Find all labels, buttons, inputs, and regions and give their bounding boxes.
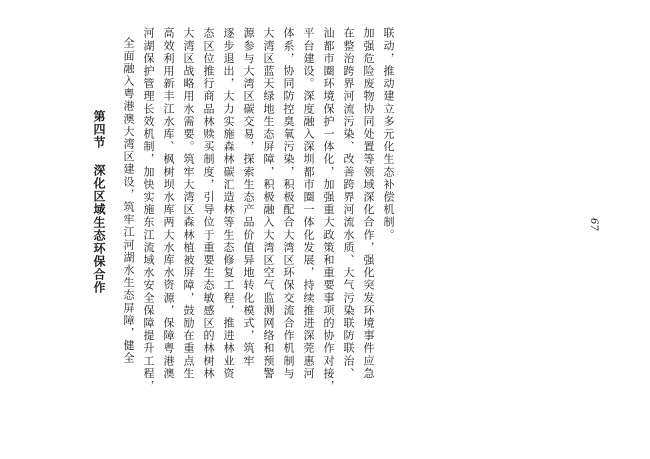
text-line-12: 在整治跨界河流污染、改善跨界河流水质、大气污染联防联治、 xyxy=(342,27,355,380)
page-number: 67 xyxy=(588,218,599,231)
text-line-2: 河湖保护管理长效机制，加快实施东江流域水安全保障提升工程， xyxy=(142,27,155,393)
text-line-14: 联动，推动建立多元化生态补偿机制。 xyxy=(382,27,395,242)
text-line-10: 平台建设。深度融入深圳都市圈一体化发展，持续推进深莞惠河 xyxy=(302,27,315,380)
text-line-8: 大湾区蓝天绿地生态屏障，积极融入大湾区空气监测网络和预警 xyxy=(262,27,275,380)
text-line-5: 态区位推行商品林赎买制度，引导位于重要生态敏感区的林树林 xyxy=(202,27,215,380)
text-line-6: 逐步退出，大力实施森林碳汇造林等生态修复工程，推进林业资 xyxy=(222,27,235,380)
text-line-7: 源参与大湾区碳交易，探索生态产品价值异地转化模式，筑牢 xyxy=(242,27,255,368)
text-line-4: 大湾区战略用水需要。筑牢大湾区森林植被屏障，鼓励在重点生 xyxy=(182,27,195,380)
text-line-1: 全面融入粤港澳大湾区建设，筑牢江河湖水生态屏障，健全 xyxy=(122,37,135,365)
text-line-3: 高效利用新丰江水库、枫树坝水库两大水库水资源，保障粤港澳 xyxy=(162,27,175,380)
text-line-9: 体系，协同防控臭氧污染，积极配合大湾区环保交流合作机制与 xyxy=(282,27,295,380)
text-line-13: 加强危险废物协同处置等领域深化合作，强化突发环境事件应急 xyxy=(362,27,375,380)
text-line-11: 汕都市圈环境保护一体化，加强重大政策和重要事项的协作对接， xyxy=(322,27,335,393)
section-heading: 第四节 深化区域生态环保合作 xyxy=(92,110,106,294)
